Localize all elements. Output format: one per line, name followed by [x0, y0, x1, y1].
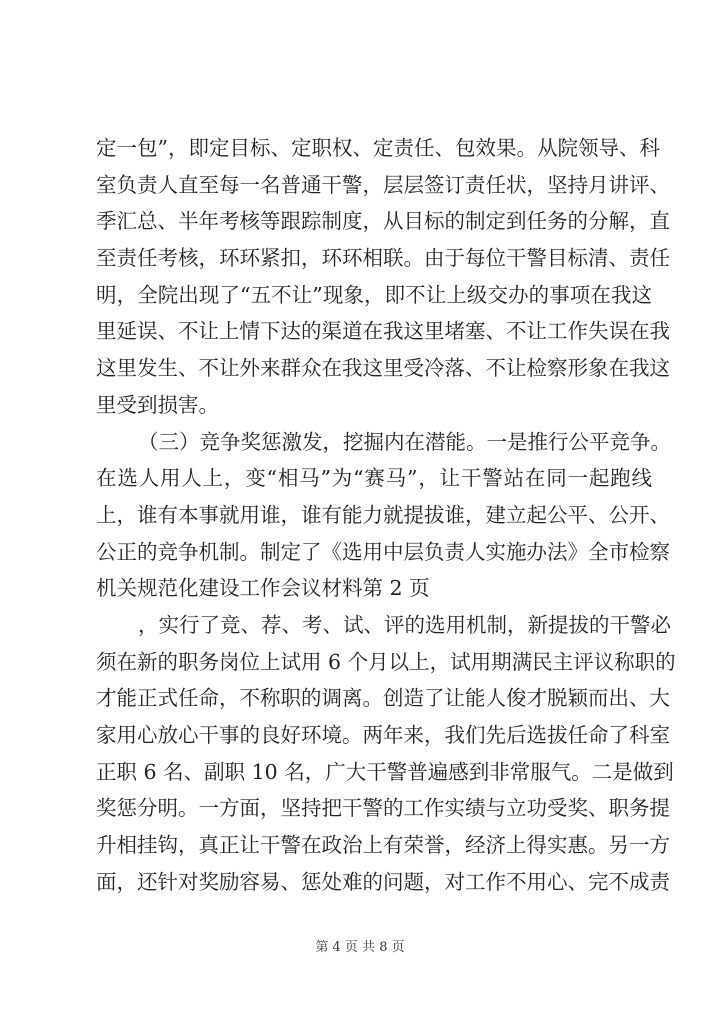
text-line: 这里发生、不让外来群众在我这里受冷落、不让检察形象在我这: [96, 356, 670, 381]
text-line: 至责任考核，环环紧扣，环环相联。由于每位干警目标清、责任: [96, 246, 670, 271]
text-line: 明，全院出现了“五不让”现象，即不让上级交办的事项在我这: [96, 282, 652, 307]
text-line: 奖惩分明。一方面，坚持把干警的工作实绩与立功受奖、职务提: [96, 796, 670, 821]
text-line: 须在新的职务岗位上试用 6 个月以上，试用期满民主评议称职的: [96, 649, 676, 674]
text-line: 上，谁有本事就用谁，谁有能力就提拔谁，建立起公平、公开、: [96, 502, 670, 527]
text-line: 定一包”，即定目标、定职权、定责任、包效果。从院领导、科: [96, 136, 660, 160]
text-line: 面，还针对奖励容易、惩处难的问题，对工作不用心、完不成责: [96, 869, 670, 894]
text-line: 机关规范化建设工作会议材料第 2 页: [96, 576, 430, 601]
text-line: ，实行了竞、荐、考、试、评的选用机制，新提拔的干警必: [138, 612, 671, 637]
text-line: 里延误、不让上情下达的渠道在我这里堵塞、不让工作失误在我: [96, 319, 670, 344]
text-line: 升相挂钩，真正让干警在政治上有荣誉，经济上得实惠。另一方: [96, 833, 670, 858]
text-line: 正职 6 名、副职 10 名，广大干警普遍感到非常服气。二是做到: [96, 759, 674, 784]
text-line: 季汇总、半年考核等跟踪制度，从目标的制定到任务的分解，直: [96, 209, 670, 234]
document-body: [96, 130, 676, 900]
text-line: 里受到损害。: [96, 392, 219, 417]
text-line: 家用心放心干事的良好环境。两年来，我们先后选拔任命了科室: [96, 723, 670, 747]
page-number-footer: 第 4 页 共 8 页: [315, 940, 405, 955]
text-line: 公正的竞争机制。制定了《选用中层负责人实施办法》全市检察: [96, 539, 670, 564]
text-line: 室负责人直至每一名普通干警，层层签订责任状，坚持月讲评、: [96, 172, 670, 197]
text-line: （三）竞争奖惩激发，挖掘内在潜能。一是推行公平竞争。: [138, 429, 671, 454]
text-line: 在选人用人上，变“相马”为“赛马”，让干警站在同一起跑线: [96, 466, 652, 491]
text-line: 才能正式任命，不称职的调离。创造了让能人俊才脱颖而出、大: [96, 686, 670, 711]
